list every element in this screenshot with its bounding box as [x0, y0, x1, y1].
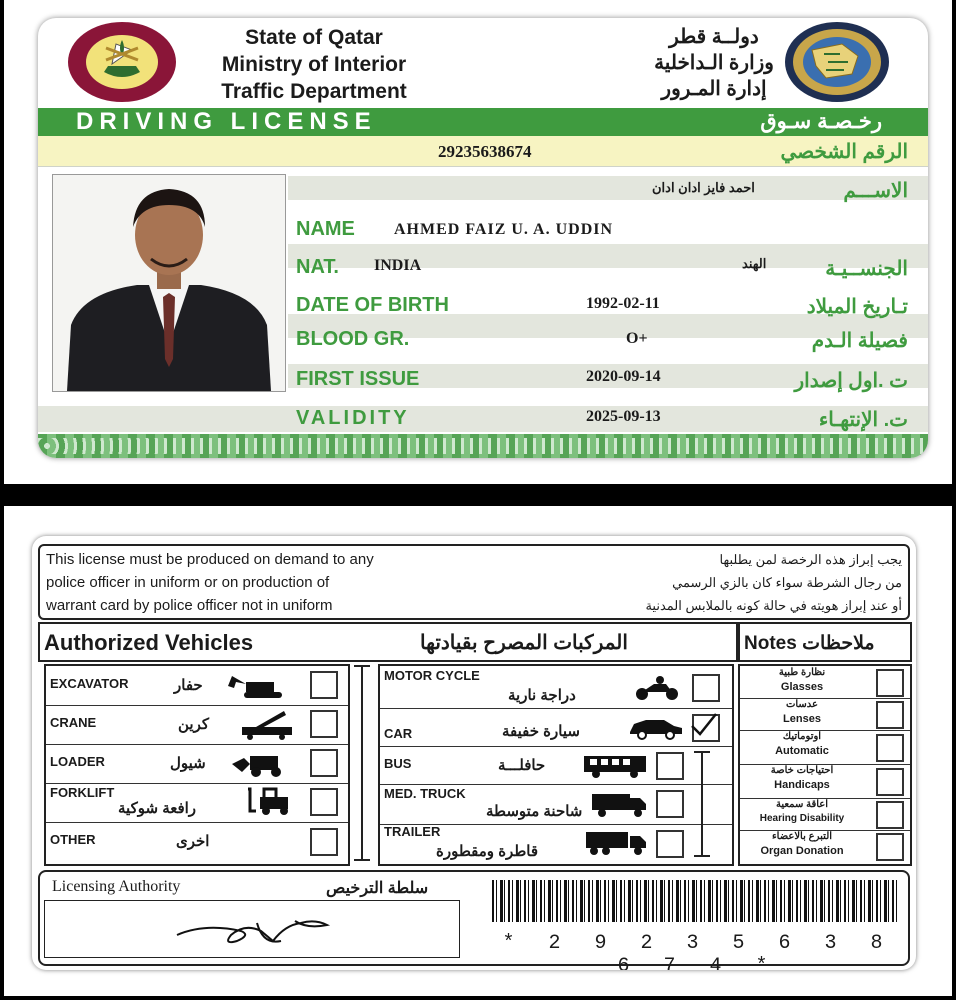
vehicles-right-column	[378, 664, 734, 866]
notes-title: Notes ملاحظات	[744, 633, 875, 654]
note-checkbox[interactable]	[876, 801, 904, 829]
nationality-value: INDIA	[374, 257, 422, 274]
notice-english	[46, 548, 566, 617]
header-line: دولــة قطر	[669, 26, 759, 48]
vehicle-name-arabic: كرين	[178, 716, 210, 733]
driving-license-band	[38, 108, 928, 136]
note-row-lenses	[740, 698, 910, 731]
note-label-arabic: عدسات	[785, 699, 819, 710]
header-line: State of Qatar	[245, 26, 383, 49]
name-value: AHMED FAIZ U. A. UDDIN	[394, 221, 614, 238]
note-label-arabic: اوتوماتيك	[782, 731, 822, 742]
birth-date-label: DATE OF BIRTH	[296, 294, 449, 316]
blood-group-label: BLOOD GR.	[296, 328, 410, 350]
vehicle-name-arabic: قاطرة ومقطورة	[436, 843, 539, 860]
notice-line: This license must be produced on demand to any	[46, 551, 374, 568]
notice-line: من رجال الشرطة سواء كان بالزي الرسمي	[672, 575, 902, 590]
bracket-divider	[690, 750, 716, 858]
note-label-arabic: اعاقة سمعية	[775, 799, 829, 810]
name-label: NAME	[296, 218, 355, 240]
vehicle-name-arabic: دراجة نارية	[508, 687, 576, 704]
vehicle-row-crane	[46, 705, 348, 745]
nationality-label: NAT.	[296, 256, 339, 278]
vehicle-name-arabic: شيول	[170, 755, 206, 772]
note-label: Hearing Disability	[759, 813, 845, 824]
notice-line: يجب إبراز هذه الرخصة لمن يطلبها	[719, 552, 902, 567]
note-row-hearing	[740, 798, 910, 831]
license-back-panel	[4, 506, 952, 996]
licensing-authority-label: Licensing Authority	[52, 878, 181, 895]
vehicle-name: MOTOR CYCLE	[384, 668, 480, 683]
note-label-arabic: احتياجات خاصة	[770, 765, 834, 776]
vehicle-name-arabic: رافعة شوكية	[118, 800, 197, 817]
vehicle-name-arabic: حافلـــة	[498, 757, 546, 774]
vehicle-row-forklift	[46, 783, 348, 823]
blood-group-value: O+	[626, 330, 648, 347]
validity-label-arabic: ت. الإنتهـاء	[818, 409, 908, 431]
note-label-arabic: نظارة طبية	[778, 667, 826, 678]
first-issue-label-arabic: ت .اول إصدار	[794, 370, 908, 392]
license-front-card	[38, 18, 928, 458]
note-row-automatic	[740, 730, 910, 765]
header-line: Traffic Department	[221, 80, 407, 103]
loader-icon	[230, 750, 296, 778]
vehicle-row-car	[380, 708, 732, 747]
vehicle-row-excavator	[46, 666, 348, 706]
personal-id-row	[38, 136, 928, 167]
holder-photo	[52, 174, 286, 392]
license-back-card	[32, 536, 916, 970]
vehicle-name: CRANE	[50, 715, 97, 730]
note-checkbox[interactable]	[876, 701, 904, 729]
note-label: Organ Donation	[760, 845, 844, 857]
decorative-border	[38, 434, 928, 458]
forklift-icon	[242, 787, 298, 817]
barcode-image	[492, 880, 898, 922]
blood-group-label-arabic: فصيلة الـدم	[811, 330, 908, 352]
header-line: Ministry of Interior	[221, 53, 407, 76]
row-stripe	[38, 406, 928, 432]
vehicle-row-bus	[380, 746, 732, 785]
note-row-handicaps	[740, 764, 910, 799]
vehicle-checkbox[interactable]	[310, 828, 338, 856]
bus-icon	[582, 754, 648, 778]
vehicle-name: BUS	[384, 756, 412, 771]
nationality-label-arabic: الجنســيـة	[825, 258, 908, 280]
vehicle-name: LOADER	[50, 754, 105, 769]
note-checkbox[interactable]	[876, 734, 904, 762]
vehicle-name: TRAILER	[384, 824, 441, 839]
notice-line: warrant card by police officer not in uniform	[46, 597, 333, 614]
vehicle-row-other	[46, 822, 348, 862]
licensing-authority-label-arabic: سلطة الترخيص	[326, 880, 429, 897]
validity-value: 2025-09-13	[586, 408, 661, 425]
vehicle-name-arabic: اخرى	[176, 833, 210, 850]
note-label: Automatic	[775, 745, 829, 757]
birth-date-value: 1992-02-11	[586, 295, 660, 312]
note-checkbox[interactable]	[876, 669, 904, 697]
authorized-vehicles-title: Authorized Vehicles	[44, 630, 254, 655]
header-english	[184, 24, 444, 105]
birth-date-label-arabic: تـاريخ الميلاد	[806, 296, 908, 318]
name-label-arabic: الاســـم	[843, 180, 908, 202]
vehicle-name-arabic: شاحنة متوسطة	[486, 803, 583, 820]
nationality-value-arabic: الهند	[742, 256, 767, 271]
notice-box	[38, 544, 910, 620]
vehicles-left-column	[44, 664, 350, 866]
motorcycle-icon	[632, 674, 682, 702]
vehicle-name-arabic: سيارة خفيفة	[502, 723, 580, 740]
first-issue-value: 2020-09-14	[586, 368, 661, 385]
gcc-emblem-icon	[782, 20, 892, 104]
vehicle-checkbox[interactable]	[310, 788, 338, 816]
notice-line: أو عند إبراز هويته في حالة كونه بالملابس المدنية	[645, 598, 902, 613]
qatar-emblem-icon	[66, 20, 178, 104]
trailer-icon	[584, 830, 650, 856]
signature-box	[44, 900, 460, 958]
note-label: Lenses	[783, 713, 821, 725]
vehicle-checkbox[interactable]	[656, 830, 684, 858]
checkmark-icon	[690, 712, 718, 736]
vehicle-name: EXCAVATOR	[50, 676, 129, 691]
note-label: Glasses	[780, 681, 824, 693]
note-label: Handicaps	[774, 779, 830, 791]
band-title-arabic: رخـصـة سـوق	[760, 110, 882, 133]
note-row-glasses	[740, 666, 910, 699]
excavator-icon	[226, 672, 298, 700]
vehicle-name: OTHER	[50, 832, 96, 847]
note-checkbox[interactable]	[876, 833, 904, 861]
vehicle-name: FORKLIFT	[50, 785, 115, 800]
name-value-arabic: احمد فايز ادان ادان	[652, 180, 755, 195]
vehicle-name: CAR	[384, 726, 413, 741]
vehicle-row-trailer	[380, 824, 732, 862]
barcode-number: * 2 9 2 3 5 6 3 8 6 7 4 *	[502, 932, 894, 970]
signature-image	[45, 901, 459, 957]
note-label-arabic: التبرع بالاعضاء	[771, 831, 833, 842]
holder-photo-image	[53, 175, 285, 391]
row-stripe	[288, 176, 928, 200]
vehicle-checkbox[interactable]	[656, 790, 684, 818]
car-icon	[626, 716, 684, 740]
notice-line: police officer in uniform or on production of	[46, 574, 330, 591]
authorized-vehicles-title-arabic: المركبات المصرح بقيادتها	[420, 632, 628, 654]
license-front-panel	[4, 0, 952, 484]
header-line: إدارة المـرور	[661, 78, 767, 100]
notes-column	[738, 664, 912, 866]
band-title-english: DRIVING LICENSE	[76, 108, 377, 135]
vehicle-checkbox[interactable]	[692, 674, 720, 702]
vehicle-row-motorcycle	[380, 666, 732, 709]
car-checkbox-checked[interactable]	[692, 714, 720, 742]
note-row-organ-donation	[740, 830, 910, 862]
crane-icon	[236, 709, 298, 741]
first-issue-label: FIRST ISSUE	[296, 368, 420, 390]
personal-id-value: 29235638674	[438, 142, 532, 161]
bracket-divider	[350, 664, 374, 862]
notice-arabic	[502, 548, 902, 617]
vehicle-name-arabic: حفار	[174, 677, 203, 694]
validity-label: VALIDITY	[296, 407, 410, 429]
personal-id-label-arabic: الرقم الشخصي	[780, 141, 908, 163]
vehicle-row-med-truck	[380, 784, 732, 825]
vehicle-checkbox[interactable]	[310, 749, 338, 777]
vehicle-name: MED. TRUCK	[384, 786, 466, 801]
header-line: وزارة الـداخلية	[654, 52, 774, 74]
truck-icon	[590, 792, 648, 818]
vehicle-row-loader	[46, 744, 348, 784]
note-checkbox[interactable]	[876, 768, 904, 796]
vehicle-checkbox[interactable]	[310, 671, 338, 699]
vehicle-checkbox[interactable]	[656, 752, 684, 780]
vehicle-checkbox[interactable]	[310, 710, 338, 738]
